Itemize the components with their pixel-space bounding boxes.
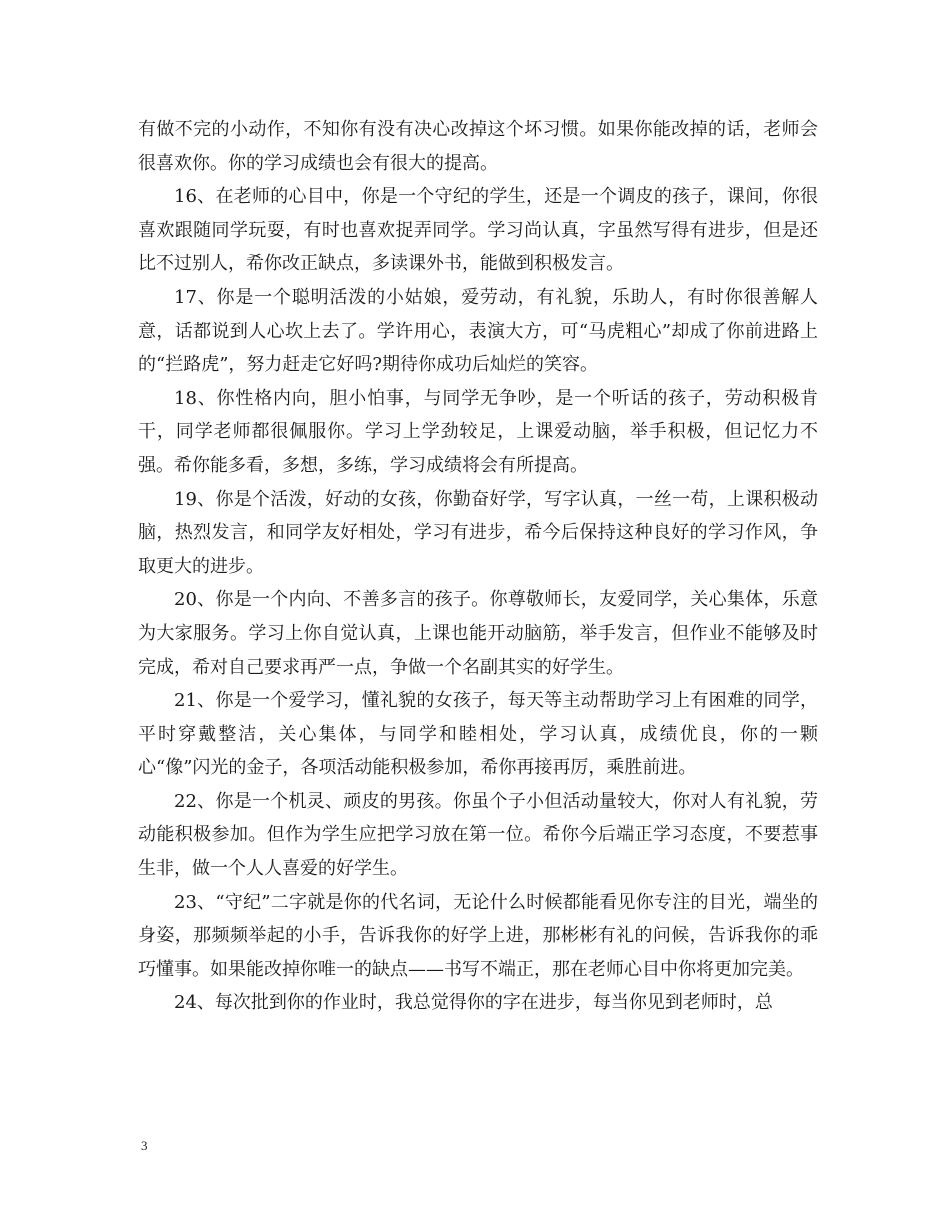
paragraph-comment-22: 22、你是一个机灵、顽皮的男孩。你虽个子小但活动量较大，你对人有礼貌，劳动能积极参加。但作为学生应把学习放在第一位。希你今后端正学习态度，不要惹事生非，做一个人人喜爱的好学生。 [138,790,818,880]
paragraph-comment-18: 18、你性格内向，胆小怕事，与同学无争吵，是一个听话的孩子，劳动积极肯干，同学老师都很佩服你。学习上学劲较足，上课爱动脑，举手积极，但记忆力不强。希你能多看，多想，多练，学习成绩将会有所提高。 [138,387,818,476]
paragraph-comment-17: 17、你是一个聪明活泼的小姑娘，爱劳动，有礼貌，乐助人，有时你很善解人意，话都说到人心坎上去了。学许用心，表演大方，可“马虎粗心”却成了你前进路上的“拦路虎”，努力赶走它好吗?期待你成功后灿烂的笑容。 [138,286,818,376]
document-body [138,113,818,1020]
paragraph-comment-21: 21、你是一个爱学习，懂礼貌的女孩子，每天等主动帮助学习上有困难的同学，平时穿戴整洁，关心集体，与同学和睦相处，学习认真，成绩优良，你的一颗心“像”闪光的金子，各项活动能积极参加，希你再接再厉，乘胜前进。 [138,690,818,779]
paragraph-comment-20: 20、你是一个内向、不善多言的孩子。你尊敬师长，友爱同学，关心集体，乐意为大家服务。学习上你自觉认真，上课也能开动脑筋，举手发言，但作业不能够及时完成，希对自己要求再严一点，争做一个名副其实的好学生。 [138,589,818,678]
paragraph-comment-16: 16、在老师的心目中，你是一个守纪的学生，还是一个调皮的孩子，课间，你很喜欢跟随同学玩耍，有时也喜欢捉弄同学。学习尚认真，字虽然写得有进步，但是还比不过别人，希你改正缺点，多读课外书，能做到积极发言。 [138,186,818,275]
page-number: 3 [141,1138,148,1153]
paragraph-continuation: 有做不完的小动作，不知你有没有决心改掉这个坏习惯。如果你能改掉的话，老师会很喜欢你。你的学习成绩也会有很大的提高。 [138,119,818,174]
paragraph-comment-19: 19、你是个活泼，好动的女孩，你勤奋好学，写字认真，一丝一苟，上课积极动脑，热烈发言，和同学友好相处，学习有进步，希今后保持这种良好的学习作风，争取更大的进步。 [138,488,818,577]
paragraph-comment-23: 23、“守纪”二字就是你的代名词，无论什么时候都能看见你专注的目光，端坐的身姿，那频频举起的小手，告诉我你的好学上进，那彬彬有礼的问候，告诉我你的乖巧懂事。如果能改掉你唯一的缺点——书写不端正，那在老师心目中你将更加完美。 [138,891,818,980]
paragraph-comment-24: 24、每次批到你的作业时，我总觉得你的字在进步，每当你见到老师时，总 [174,992,773,1014]
